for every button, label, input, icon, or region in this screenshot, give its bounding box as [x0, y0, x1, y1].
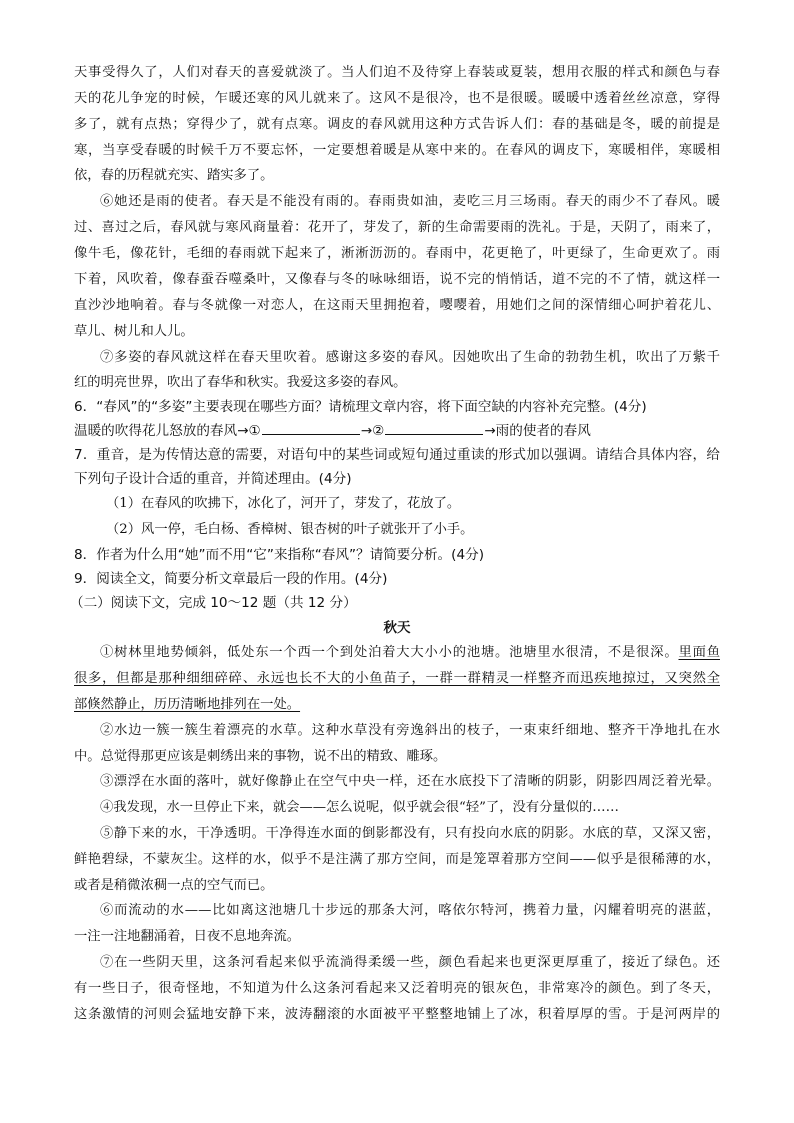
- passage2-underlined-line: 很多，但都是那种细细碎碎、永远也长不大的小鱼苗子，一群一群精灵一样整齐而迅疾地掠过，又突然全: [74, 671, 720, 686]
- question-8: 8．作者为什么用“她”而不用“它”来指称“春风”？请简要分析。(4分): [74, 547, 485, 563]
- answer-blank-2[interactable]: [385, 421, 483, 435]
- passage2-paragraph-6: ⑥而流动的水——比如离这池塘几十步远的那条大河，喀依尔特河，携着力量，闪耀着明亮的湛蓝，: [100, 903, 720, 918]
- p1-underlined-text: 里面鱼: [678, 645, 720, 660]
- passage2-paragraph-1: [100, 643, 720, 663]
- passage-line: 下着，风吹着，像春蚕吞噬桑叶，又像春与冬的咏咏细语，说不完的悄悄话，道不完的不了情，就这样一: [74, 272, 720, 287]
- passage2-underlined-line-end: [74, 695, 720, 715]
- q6-flow-start: 温暖的吹得花儿怒放的春风→①: [74, 423, 261, 439]
- passage2-line: 一注一注地翻涌着，日夜不息地奔流。: [74, 929, 301, 944]
- question-7-sentence-2: （2）风一停，毛白杨、香樟树、银杏树的叶子就张开了小手。: [106, 522, 474, 537]
- passage-line: 多了，就有点热；穿得少了，就有点寒。调皮的春风就用这种方式告诉人们：春的基础是冬，暖的前提是: [74, 117, 720, 132]
- q6-flow-end: →雨的使者的春风: [484, 423, 591, 439]
- passage2-line: 有一些日子，很奇怪地，不知道为什么这条河看起来又泛着明亮的银灰色，非常寒冷的颜色。到了冬天，: [74, 981, 720, 996]
- passage2-paragraph-4: ④我发现，水一旦停止下来，就会——怎么说呢，似乎就会很“轻”了，没有分量似的……: [100, 800, 619, 815]
- passage-line: 直沙沙地响着。春与冬就像一对恋人，在这雨天里拥抱着，嘤嘤着，用她们之间的深情细心呵护着花儿、: [74, 298, 720, 313]
- passage-paragraph-6: ⑥她还是雨的使者。春天是不能没有雨的。春雨贵如油，麦吃三月三场雨。春天的雨少不了春风。暖: [100, 194, 720, 209]
- passage2-line: 中。总觉得那更应该是刺绣出来的事物，说不出的精致、雕琢。: [74, 749, 447, 764]
- question-6-flow: [74, 421, 720, 441]
- passage2-line: 鲜艳碧绿，不蒙灰尘。这样的水，似乎不是注满了那方空间，而是笼罩着那方空间——似乎是很稀薄的水，: [74, 852, 720, 867]
- passage2-line: 或者是稍微浓稠一点的空气而已。: [74, 878, 274, 893]
- passage2-paragraph-7: ⑦在一些阴天里，这条河看起来似乎流淌得柔缓一些，颜色看起来也更深更厚重了，接近了绿色。还: [100, 955, 720, 970]
- passage-line: 天事受得久了，人们对春天的喜爱就淡了。当人们迫不及待穿上春装或夏装，想用衣服的样式和颜色与春: [74, 65, 720, 80]
- passage-line: 过、喜过之后，春风就与寒风商量着：花开了，芽发了，新的生命需要雨的洗礼。于是，天阴了，雨来了，: [74, 220, 720, 235]
- passage-line: 草儿、树儿和人儿。: [74, 324, 194, 339]
- passage2-line: 这条激情的河则会猛地安静下来，波涛翻滚的水面被平平整整地铺上了冰，积着厚厚的雪。于是河两岸的: [74, 1007, 720, 1022]
- passage-line: 红的明亮世界，吹出了春华和秋实。我爱这多姿的春风。: [74, 375, 407, 390]
- passage-line: 天的花儿争宠的时候，乍暖还寒的风儿就来了。这风不是很冷，也不是很暖。暖暖中透着丝丝凉意，穿得: [74, 91, 720, 106]
- question-7: 7．重音，是为传情达意的需要，对语句中的某些词或短句通过重读的形式加以强调。请结合具体内容，给: [74, 447, 720, 463]
- section-2-header: （二）阅读下文，完成 10～12 题（共 12 分）: [70, 595, 357, 611]
- passage-line: 依，春的历程就充实、踏实多了。: [74, 168, 274, 183]
- p1-underlined-end: 部倏然静止，历历清晰地排列在一处。: [74, 697, 301, 712]
- p1-text: ①树林里地势倾斜，低处东一个西一个到处泊着大大小小的池塘。池塘里水很清，不是很深。: [100, 645, 679, 660]
- question-6: 6．“春风”的“多姿”主要表现在哪些方面？请梳理文章内容，将下面空缺的内容补充完整。(4分): [74, 399, 647, 415]
- passage-line: 像牛毛，像花针，毛细的春雨就下起来了，淅淅沥沥的。春雨中，花更艳了，叶更绿了，生命更欢了。雨: [74, 246, 720, 261]
- answer-blank-1[interactable]: [262, 421, 360, 435]
- passage-title: 秋天: [383, 620, 411, 636]
- q6-flow-mid: →②: [360, 423, 385, 439]
- question-7-cont: 下列句子设计合适的重音，并简述理由。(4分): [74, 471, 352, 487]
- passage2-paragraph-3: ③漂浮在水面的落叶，就好像静止在空气中央一样，还在水底投下了清晰的阴影，阴影四周泛着光晕。: [100, 774, 720, 789]
- passage-line: 寒，当享受春暖的时候千万不要忘怀，一定要想着暖是从寒中来的。在春风的调皮下，寒暖相伴，寒暖相: [74, 143, 720, 158]
- passage2-paragraph-2: ②水边一簇一簇生着漂亮的水草。这种水草没有旁逸斜出的枝子，一束束纤细地、整齐干净地扎在水: [100, 723, 720, 738]
- passage2-paragraph-5: ⑤静下来的水，干净透明。干净得连水面的倒影都没有，只有投向水底的阴影。水底的草，又深又密，: [100, 826, 720, 841]
- passage-paragraph-7: ⑦多姿的春风就这样在春天里吹着。感谢这多姿的春风。因她吹出了生命的勃勃生机，吹出了万紫千: [100, 350, 720, 365]
- question-7-sentence-1: （1）在春风的吹拂下，冰化了，河开了，芽发了，花放了。: [106, 496, 461, 511]
- question-9: 9．阅读全文，简要分析文章最后一段的作用。(4分): [74, 571, 388, 587]
